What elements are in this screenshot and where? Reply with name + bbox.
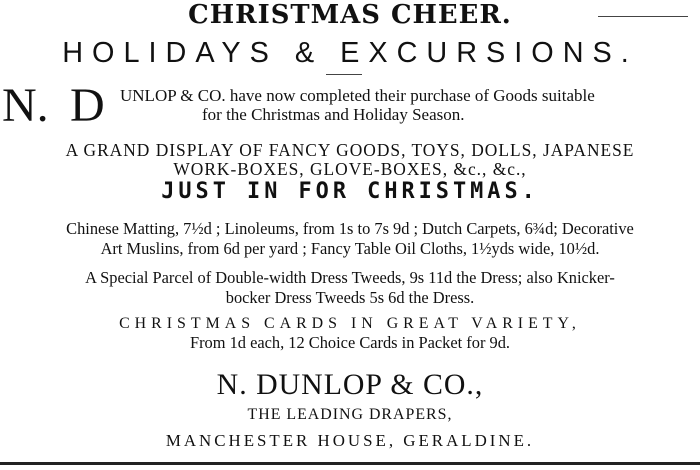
drop-initial-d: D: [70, 79, 105, 132]
cards-line-1: CHRISTMAS CARDS IN GREAT VARIETY,: [119, 315, 581, 332]
goods-line-2: Art Muslins, from 6d per yard ; Fancy Table Oil Cloths, 1½yds wide, 10½d.: [100, 239, 600, 258]
cards-line-2: From 1d each, 12 Choice Cards in Packet for 9d.: [189, 333, 510, 352]
goods-line-1: Chinese Matting, 7½d ; Linoleums, from 1s to 7s 9d ; Dutch Carpets, 6¾d; Decorative: [66, 219, 634, 238]
firm-name: N. DUNLOP & CO.,: [216, 368, 484, 401]
top-rule: [598, 16, 688, 17]
tweeds-line-1: A Special Parcel of Double-width Dress Tweeds, 9s 11d the Dress; also Knicker-: [85, 268, 615, 287]
subheadline: HOLIDAYS & EXCURSIONS.: [62, 37, 638, 69]
headline: CHRISTMAS CHEER.: [188, 0, 512, 30]
just-in-banner: JUST IN FOR CHRISTMAS.: [161, 179, 539, 204]
bottom-rule: [0, 462, 700, 465]
firm-address: MANCHESTER HOUSE, GERALDINE.: [165, 431, 535, 450]
intro-paragraph: [2, 79, 698, 132]
firm-tagline: THE LEADING DRAPERS,: [247, 406, 453, 423]
display-line-1: A GRAND DISPLAY OF FANCY GOODS, TOYS, DOLLS, JAPANESE: [65, 140, 635, 160]
tweeds-line-2: bocker Dress Tweeds 5s 6d the Dress.: [225, 288, 475, 307]
divider-rule: [326, 74, 362, 75]
intro-line-2: for the Christmas and Holiday Season.: [202, 105, 465, 124]
drop-initial-n: N.: [2, 79, 49, 132]
intro-line-1: UNLOP & CO. have now completed their purchase of Goods suitable: [120, 86, 595, 105]
display-line-2: WORK-BOXES, GLOVE-BOXES, &c., &c.,: [173, 159, 527, 179]
